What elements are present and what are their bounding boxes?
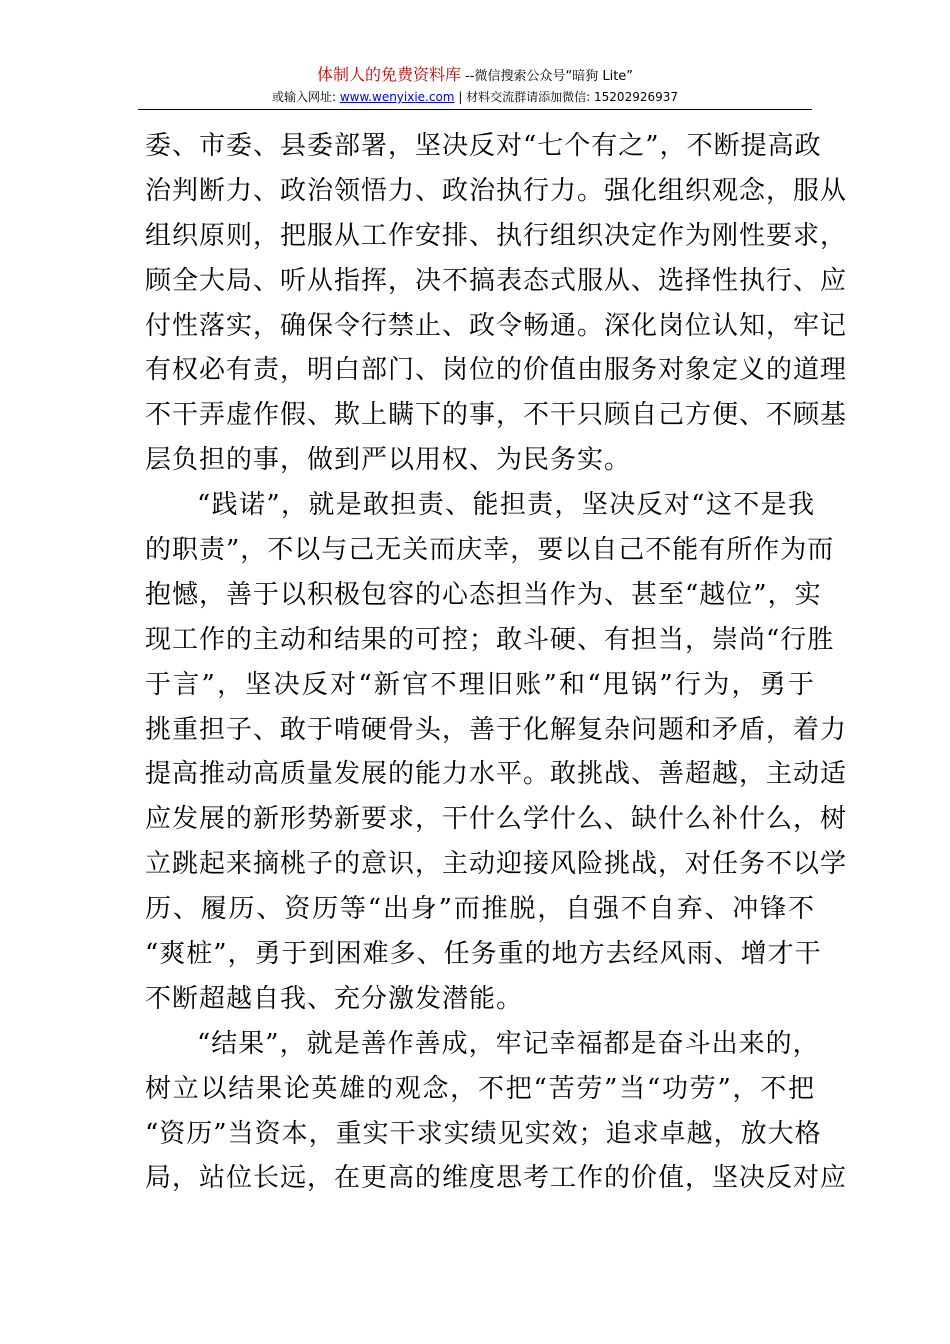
- text-line: 应发展的新形势新要求，干什么学什么、缺什么补什么，树: [145, 804, 848, 835]
- text-line: 局，站位长远，在更高的维度思考工作的价值，坚决反对应: [145, 1163, 848, 1194]
- text-line: 有权必有责，明白部门、岗位的价值由服务对象定义的道理: [145, 355, 848, 386]
- text-line: “资历”当资本，重实干求实绩见实效；追求卓越，放大格: [145, 1118, 822, 1149]
- url-prefix: 或输入网址:: [271, 90, 340, 104]
- text-line: 组织原则，把服从工作安排、执行组织决定作为刚性要求，: [145, 220, 848, 251]
- text-line: 抱憾，善于以积极包容的心态担当作为、甚至“越位”，实: [145, 579, 822, 610]
- text-line: 治判断力、政治领悟力、政治执行力。强化组织观念，服从: [145, 175, 848, 206]
- text-line: 立跳起来摘桃子的意识，主动迎接风险挑战，对任务不以学: [145, 849, 848, 880]
- text-line: 树立以结果论英雄的观念，不把“苦劳”当“功劳”，不把: [145, 1073, 815, 1104]
- text-line: 的职责”，不以与己无关而庆幸，要以自己不能有所作为而: [145, 535, 835, 566]
- text-line: 于言”，坚决反对“新官不理旧账”和“甩锅”行为，勇于: [145, 669, 815, 700]
- header-tagline: --微信搜索公众号“暗狗 Lite”: [460, 69, 634, 84]
- text-line: 委、市委、县委部署，坚决反对“七个有之”，不断提高政: [145, 131, 822, 161]
- text-line: “结果”，就是善作善成，牢记幸福都是奋斗出来的，: [197, 1028, 820, 1059]
- header-title-line: [138, 64, 812, 88]
- header-contact-line: [138, 88, 812, 106]
- text-line: 顾全大局、听从指挥，决不搞表态式服从、选择性执行、应: [145, 265, 848, 296]
- text-line: 不断超越自我、充分激发潜能。: [145, 983, 524, 1014]
- contact-info: | 材料交流群请添加微信: 15202926937: [454, 90, 679, 104]
- text-line: “爽桩”，勇于到困难多、任务重的地方去经风雨、增才干: [145, 939, 822, 970]
- text-line: 提高推动高质量发展的能力水平。敢挑战、善超越，主动适: [145, 759, 848, 790]
- page-header: [138, 64, 812, 106]
- body-text: [145, 124, 848, 1201]
- brand-title: 体制人的免费资料库: [316, 65, 461, 84]
- text-line: 历、履历、资历等“出身”而推脱，自强不自弃、冲锋不: [145, 894, 815, 925]
- website-link[interactable]: www.wenyixie.com: [339, 90, 455, 104]
- header-divider: [138, 109, 812, 110]
- text-line: “践诺”，就是敢担责、能担责，坚决反对“这不是我: [197, 490, 815, 521]
- text-line: 现工作的主动和结果的可控；敢斗硬、有担当，崇尚“行胜: [145, 624, 835, 655]
- text-line: 不干弄虚作假、欺上瞒下的事，不干只顾自己方便、不顾基: [145, 400, 848, 431]
- text-line: 挑重担子、敢于啃硬骨头，善于化解复杂问题和矛盾，着力: [145, 714, 848, 745]
- text-line: 付性落实，确保令行禁止、政令畅通。深化岗位认知，牢记: [145, 310, 848, 341]
- text-line: 层负担的事，做到严以用权、为民务实。: [145, 445, 632, 476]
